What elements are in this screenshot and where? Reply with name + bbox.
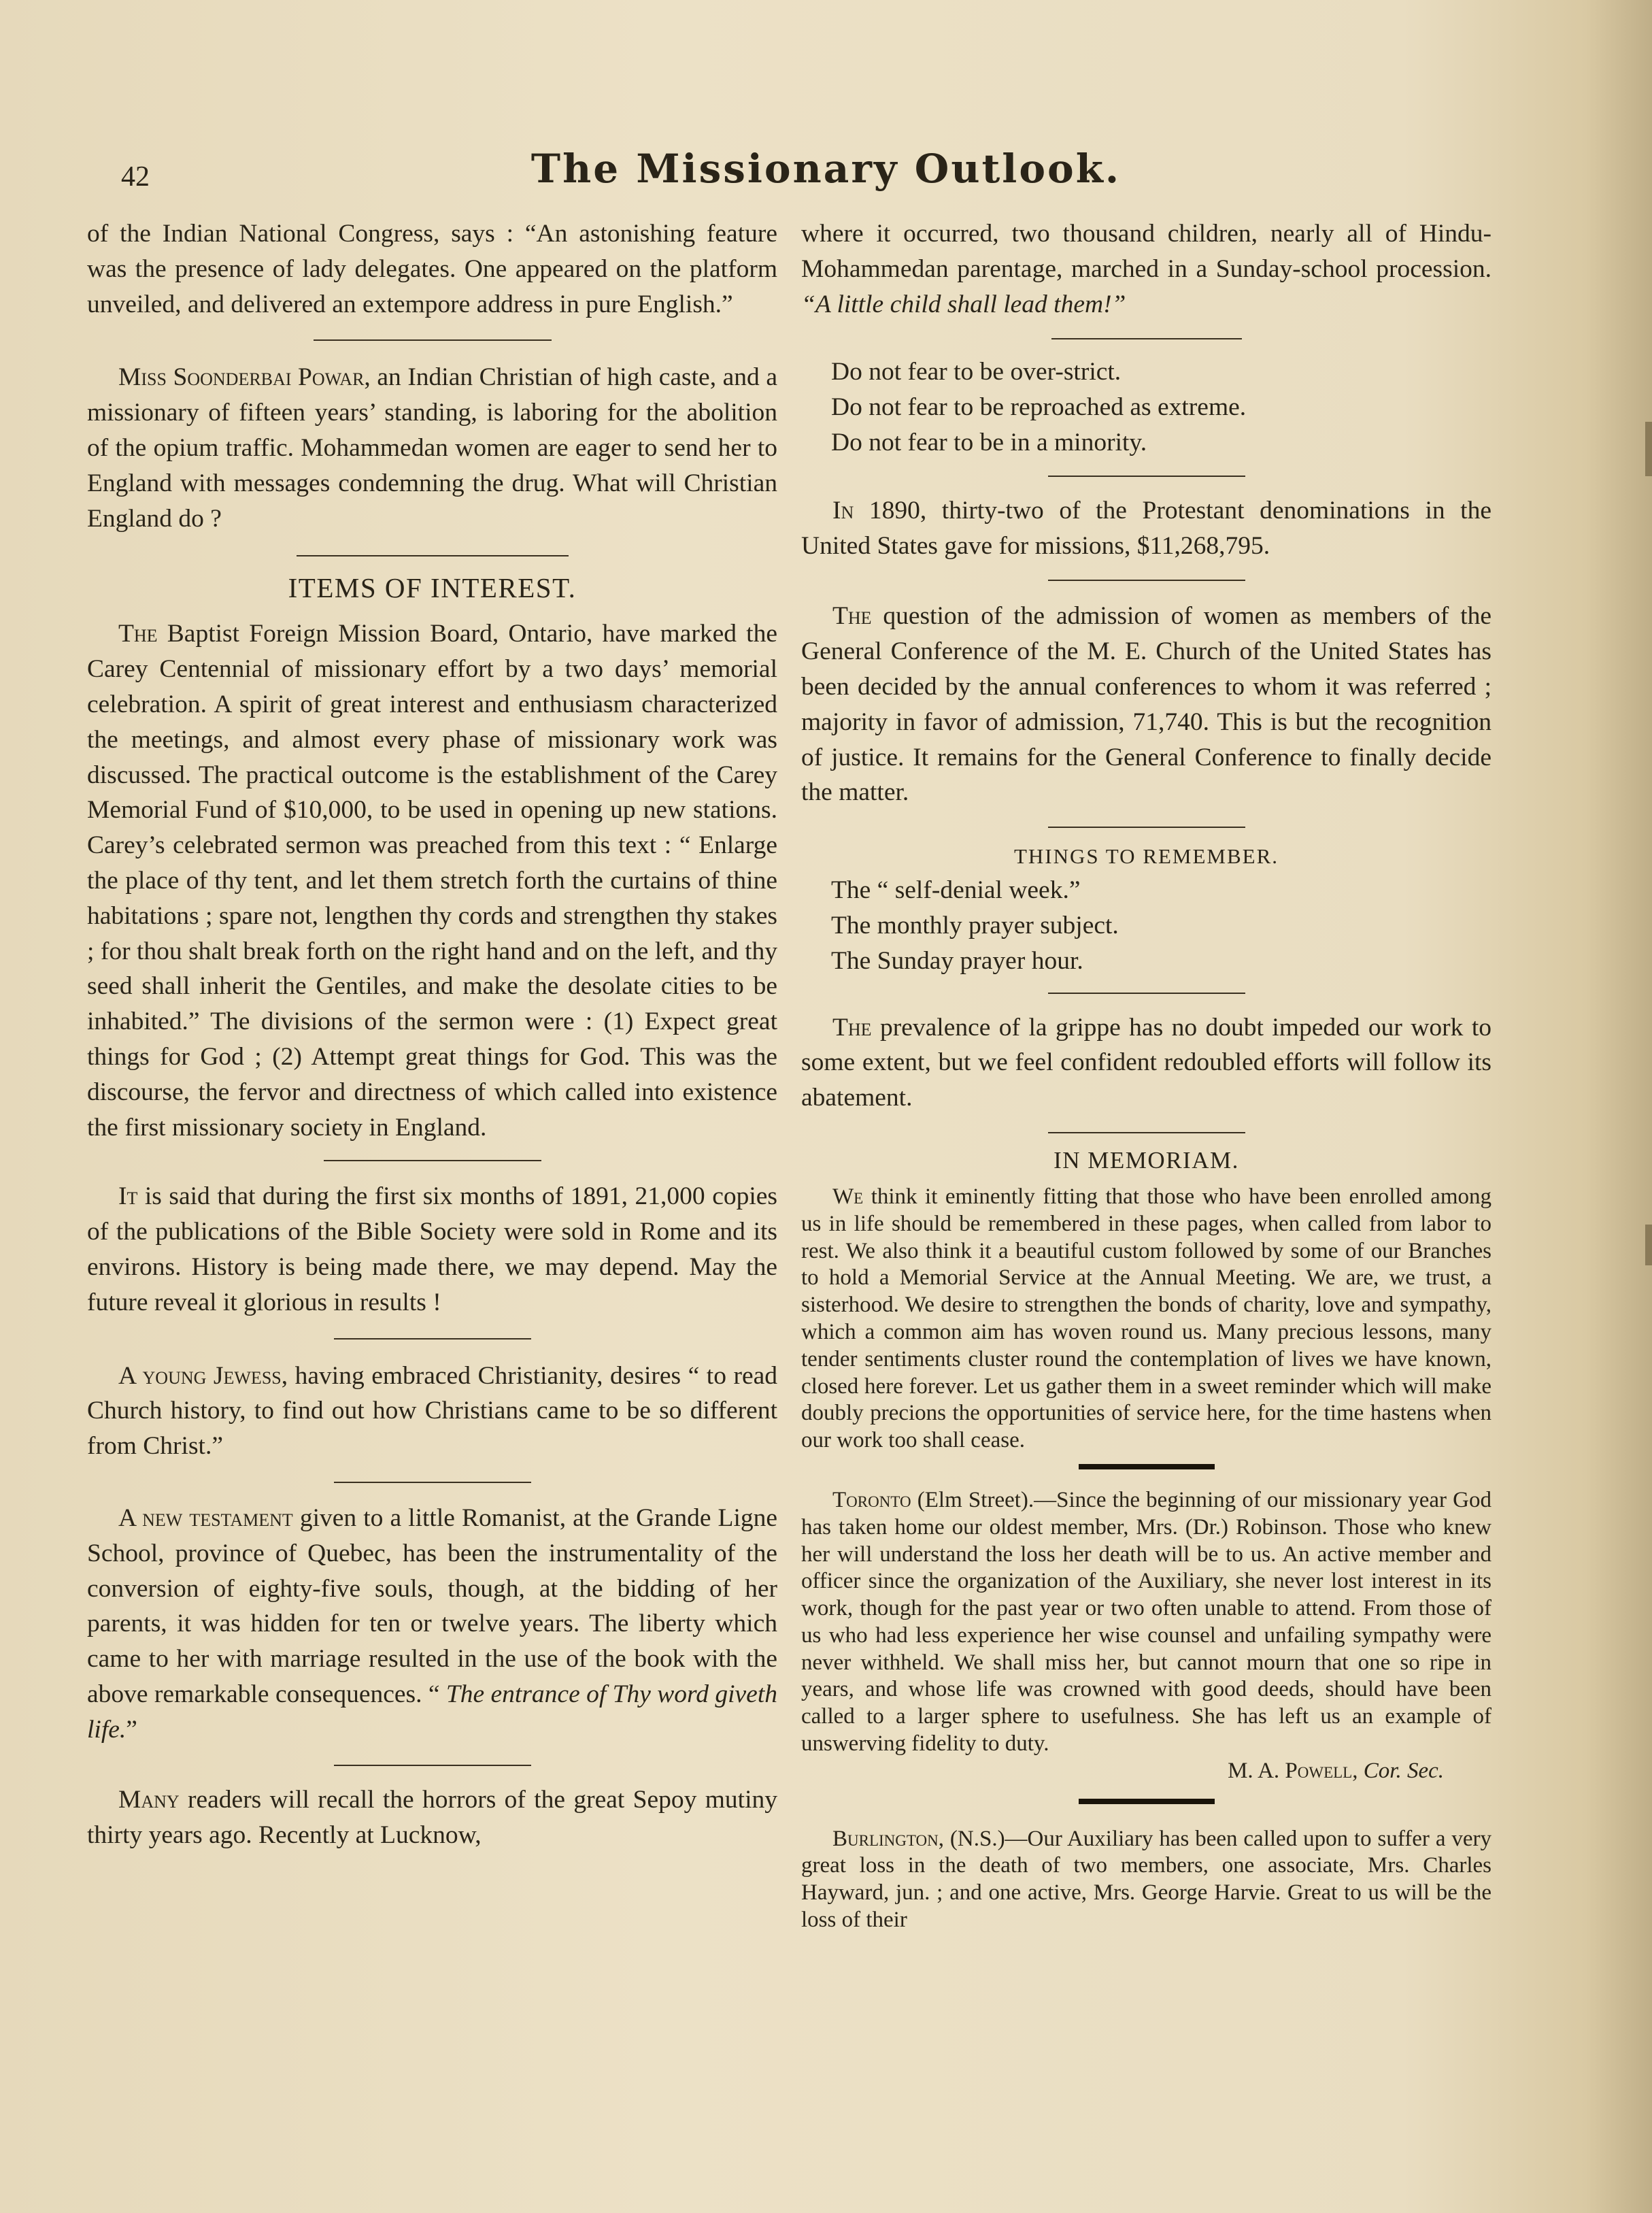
sepoy-text: readers will recall the horrors of the great Sepoy mutiny thirty years ago. Recently at Lucknow, [87, 1786, 777, 1850]
testament-lead: A new testament [118, 1503, 293, 1532]
sepoy-paragraph [87, 1782, 777, 1853]
remember-line: The Sunday prayer hour. [831, 946, 1083, 975]
burlington-lead: Burlington, [832, 1826, 944, 1851]
toronto-text: (Elm Street).—Since the beginning of our missionary year God has taken home our oldest member, Mrs. (Dr.) Robinson. Those who knew her will understand the loss her death will be to us. An active member and officer since the organization of the Auxiliary, she never lost interest in its work, though for the past year or two often unable to attend. From those of us who had less experience her wise counsel and unfailing sympathy were never withheld. We shall miss her, but cannot mourn that one so ripe in years, and whose life was crowned with good deeds, should have been called to a larger sphere to usefulness. She has left us an example of unswerving fidelity to duty. [801, 1487, 1491, 1757]
testament-quote: The entrance of Thy word giveth life. [87, 1680, 777, 1744]
thick-divider [1079, 1464, 1215, 1469]
1890-lead: In [832, 496, 854, 525]
rome-lead: It [118, 1182, 138, 1211]
divider [1048, 580, 1245, 581]
items-of-interest-heading: ITEMS OF INTEREST. [288, 572, 577, 604]
fear-line: Do not fear to be in a minority. [831, 428, 1147, 456]
grippe-paragraph [801, 1010, 1491, 1116]
1890-text: 1890, thirty-two of the Protestant denominations in the United States gave for missions, $11,268,795. [801, 496, 1491, 560]
baptist-paragraph [87, 616, 777, 1145]
baptist-lead: The [118, 620, 158, 648]
rome-text: is said that during the first six months of 1891, 21,000 copies of the publications of the Bible Society were sold in Rome and its environs. History is being made there, we may depend. May the future reveal it glorious in results ! [87, 1182, 777, 1316]
divider [334, 1765, 531, 1766]
divider [1048, 1132, 1245, 1133]
divider [297, 555, 569, 556]
remember-line: The monthly prayer subject. [831, 911, 1119, 939]
remember-line: The “ self-denial week.” [831, 876, 1081, 905]
fear-line: Do not fear to be reproached as extreme. [831, 393, 1247, 422]
things-to-remember-heading: THINGS TO REMEMBER. [1013, 844, 1279, 869]
lucknow-quote: “A little child shall lead them!” [801, 290, 1126, 318]
jewess-lead: A young Jewess, [118, 1361, 288, 1390]
powar-paragraph [87, 360, 777, 536]
fear-line: Do not fear to be over-strict. [831, 358, 1122, 386]
testament-end: ” [126, 1715, 137, 1744]
powar-lead: Miss Soonderbai Powar, [118, 363, 371, 392]
grippe-lead: The [832, 1013, 872, 1042]
divider [334, 1482, 531, 1483]
divider [314, 339, 552, 341]
1890-paragraph [801, 493, 1491, 564]
burlington-paragraph [801, 1826, 1491, 1934]
binding-edge-mark [1645, 422, 1652, 476]
left-column [87, 216, 777, 1853]
testament-text: given to a little Romanist, at the Grande Ligne School, province of Quebec, has been the instrumentality of the conversion of eighty-five souls, though, at the bidding of her parents, it was hidden for ten or twelve years. The liberty which came to her with marriage resulted in the use of the book with the above remarkable consequences. “ [87, 1503, 778, 1708]
memoriam-lead: We [832, 1184, 864, 1209]
congress-paragraph: of the Indian National Congress, says : “An astonishing feature was the presence of lady delegates. One appeared on the platform unveiled, and delivered an extempore address in pure English.” [87, 220, 777, 318]
binding-edge-mark [1645, 1225, 1652, 1265]
jewess-paragraph [87, 1359, 777, 1464]
divider [1051, 338, 1242, 339]
signature [801, 1758, 1491, 1785]
memoriam-paragraph [801, 1184, 1491, 1454]
thick-divider [1079, 1799, 1215, 1804]
rome-paragraph [87, 1179, 777, 1320]
in-memoriam-heading: IN MEMORIAM. [1053, 1146, 1239, 1174]
divider [1048, 827, 1245, 828]
sepoy-lead: Many [118, 1786, 180, 1814]
divider [334, 1338, 531, 1340]
testament-paragraph [87, 1501, 777, 1748]
toronto-lead: Toronto [832, 1487, 911, 1512]
right-column [801, 216, 1491, 1934]
divider [324, 1160, 541, 1161]
question-text: question of the admission of women as members of the General Conference of the M. E. Church of the United States has been decided by the annual conferences to whom it was referred ; majority in favor of admission, 71,740. This is but the recognition of justice. It remains for the General Conference to finally decide the matter. [801, 602, 1491, 807]
fear-list [801, 354, 1491, 460]
question-paragraph [801, 599, 1491, 810]
running-title: The Missionary Outlook. [530, 146, 1122, 192]
lucknow-paragraph [801, 216, 1491, 322]
toronto-paragraph [801, 1487, 1491, 1758]
page-number: 42 [121, 161, 150, 193]
jewess-text: having embraced Christianity, desires “ to read Church history, to find out how Christians came to be so different from Christ.” [87, 1361, 777, 1461]
divider [1048, 476, 1245, 477]
burlington-text: (N.S.)—Our Auxiliary has been called upon to suffer a very great loss in the death of two members, one associate, Mrs. Charles Hayward, jun. ; and one active, Mrs. George Harvie. Great to us will be the loss of their [801, 1826, 1491, 1933]
signature-name: M. A. Powell, [1228, 1758, 1358, 1783]
powar-text: an Indian Christian of high caste, and a missionary of fifteen years’ standing, is laboring for the abolition of the opium traffic. Mohammedan women are eager to send her to England with messages condemning the drug. What will Christian England do ? [87, 363, 777, 533]
question-lead: The [832, 602, 872, 631]
baptist-text: Baptist Foreign Mission Board, Ontario, have marked the Carey Centennial of missionary effort by a two days’ memorial celebration. A spirit of great interest and enthusiasm characterized the meetings, and almost every phase of missionary work was discussed. The practical outcome is the establishment of the Carey Memorial Fund of $10,000, to be used in opening up new stations. Carey’s celebrated sermon was preached from this text : “ Enlarge the place of thy tent, and let them stretch forth the curtains of thine habitations ; spare not, lengthen thy cords and strengthen thy stakes ; for thou shalt break forth on the right hand and on the left, and thy seed shall inherit the Gentiles, and make the desolate cities to be inhabited.” The divisions of the sermon were : (1) Expect great things for God ; (2) Attempt great things for God. This was the discourse, the fervor and directness of which called into existence the first missionary society in England. [87, 620, 777, 1142]
signature-title: Cor. Sec. [1363, 1758, 1444, 1783]
lucknow-text: where it occurred, two thousand children, nearly all of Hindu-Mohammedan parentage, marched in a Sunday-school procession. [801, 220, 1491, 283]
remember-list [801, 873, 1491, 978]
grippe-text: prevalence of la grippe has no doubt impeded our work to some extent, but we feel confident redoubled efforts will follow its abatement. [801, 1013, 1491, 1112]
memoriam-text: think it eminently fitting that those who have been enrolled among us in life should be remembered in these pages, when called from labor to rest. We also think it a beautiful custom followed by some of our Branches to hold a Memorial Service at the Annual Meeting. We are, we trust, a sisterhood. We desire to strengthen the bonds of charity, love and sympathy, which a common aim has woven round us. Many precious lessons, many tender sentiments cluster round the contemplation of lives we have known, closed here forever. Let us gather them in a sweet reminder which will make doubly precions the opportunities of service here, for the time hastens when our work too shall cease. [801, 1184, 1491, 1453]
divider [1048, 993, 1245, 994]
